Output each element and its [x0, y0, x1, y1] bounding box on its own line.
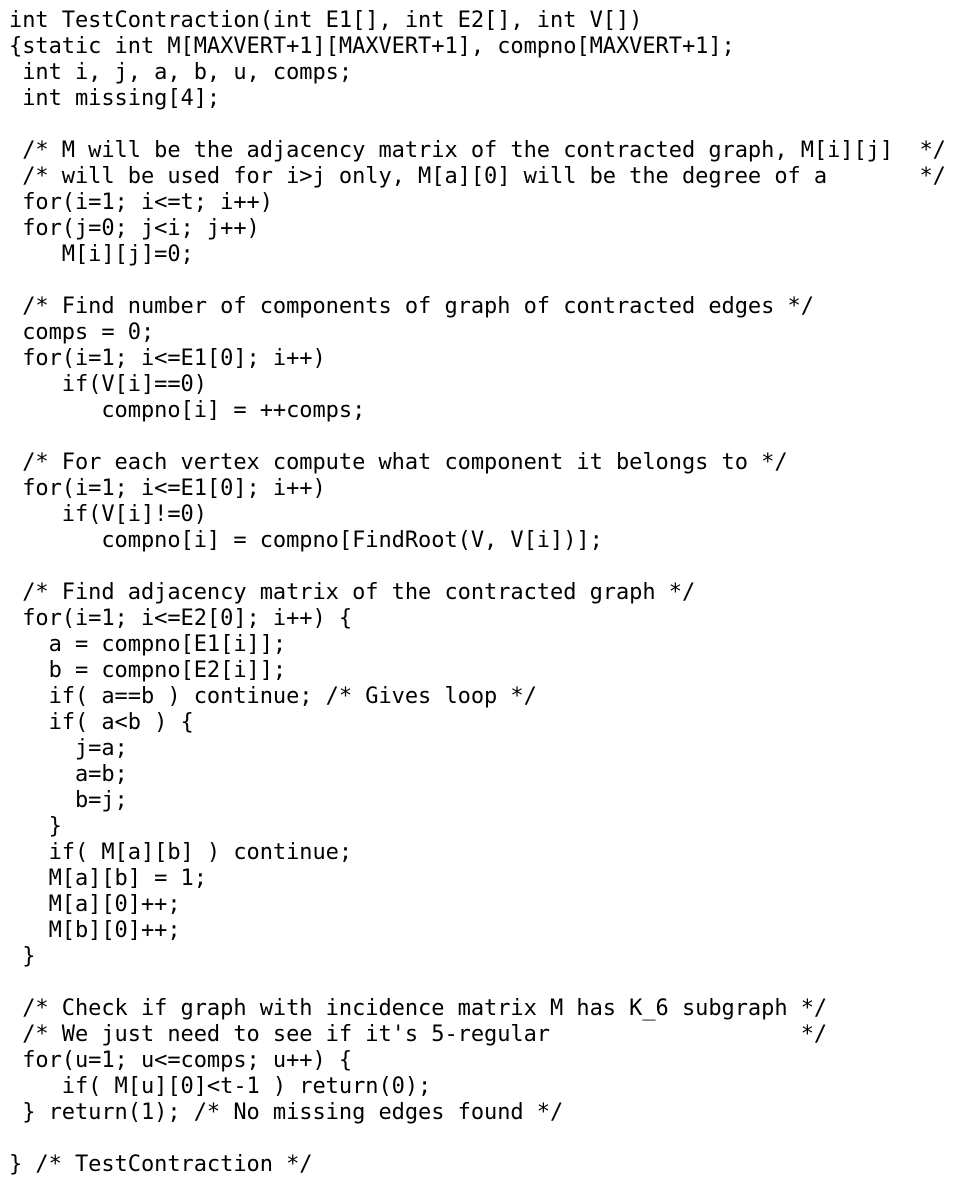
code-line: if(V[i]==0) — [9, 372, 207, 397]
code-line: /* Find number of components of graph of contracted edges */ — [9, 294, 814, 319]
code-line: for(i=1; i<=E1[0]; i++) — [9, 346, 326, 371]
code-line: /* will be used for i>j only, M[a][0] will be the degree of a */ — [9, 164, 946, 189]
code-line: comps = 0; — [9, 320, 155, 345]
code-line — [9, 970, 946, 996]
code-line: compno[i] = ++comps; — [9, 398, 366, 423]
code-line: M[i][j]=0; — [9, 242, 194, 267]
code-line: b=j; — [9, 788, 128, 813]
code-line: b = compno[E2[i]]; — [9, 658, 287, 683]
code-line: for(i=1; i<=E2[0]; i++) { — [9, 606, 353, 631]
code-line: /* Find adjacency matrix of the contracted graph */ — [9, 580, 696, 605]
code-listing — [9, 8, 946, 1178]
code-line: int i, j, a, b, u, comps; — [9, 60, 353, 85]
code-line: j=a; — [9, 736, 128, 761]
code-line: M[b][0]++; — [9, 918, 181, 943]
code-line: for(i=1; i<=E1[0]; i++) — [9, 476, 326, 501]
code-line: for(u=1; u<=comps; u++) { — [9, 1048, 353, 1073]
code-line: /* For each vertex compute what component it belongs to */ — [9, 450, 788, 475]
code-line: } — [9, 944, 36, 969]
code-line — [9, 1126, 946, 1152]
code-line: } return(1); /* No missing edges found */ — [9, 1100, 564, 1125]
code-line: int TestContraction(int E1[], int E2[], int V[]) — [9, 8, 643, 33]
code-line: for(i=1; i<=t; i++) — [9, 190, 273, 215]
code-line — [9, 424, 946, 450]
code-line: a=b; — [9, 762, 128, 787]
code-line: } /* TestContraction */ — [9, 1152, 313, 1177]
code-line: a = compno[E1[i]]; — [9, 632, 287, 657]
code-line: /* M will be the adjacency matrix of the contracted graph, M[i][j] */ — [9, 138, 946, 163]
code-line: M[a][0]++; — [9, 892, 181, 917]
code-line: compno[i] = compno[FindRoot(V, V[i])]; — [9, 528, 603, 553]
code-line: /* Check if graph with incidence matrix M has K_6 subgraph */ — [9, 996, 828, 1021]
code-line — [9, 112, 946, 138]
code-line: /* We just need to see if it's 5-regular */ — [9, 1022, 828, 1047]
code-line: if( M[u][0]<t-1 ) return(0); — [9, 1074, 432, 1099]
code-line — [9, 268, 946, 294]
code-line: {static int M[MAXVERT+1][MAXVERT+1], compno[MAXVERT+1]; — [9, 34, 735, 59]
code-line: if( a==b ) continue; /* Gives loop */ — [9, 684, 537, 709]
code-line: if(V[i]!=0) — [9, 502, 207, 527]
code-line: M[a][b] = 1; — [9, 866, 207, 891]
code-line: } — [9, 814, 62, 839]
code-line: if( a<b ) { — [9, 710, 194, 735]
code-line: int missing[4]; — [9, 86, 221, 111]
code-line — [9, 554, 946, 580]
code-line: for(j=0; j<i; j++) — [9, 216, 260, 241]
code-line: if( M[a][b] ) continue; — [9, 840, 353, 865]
